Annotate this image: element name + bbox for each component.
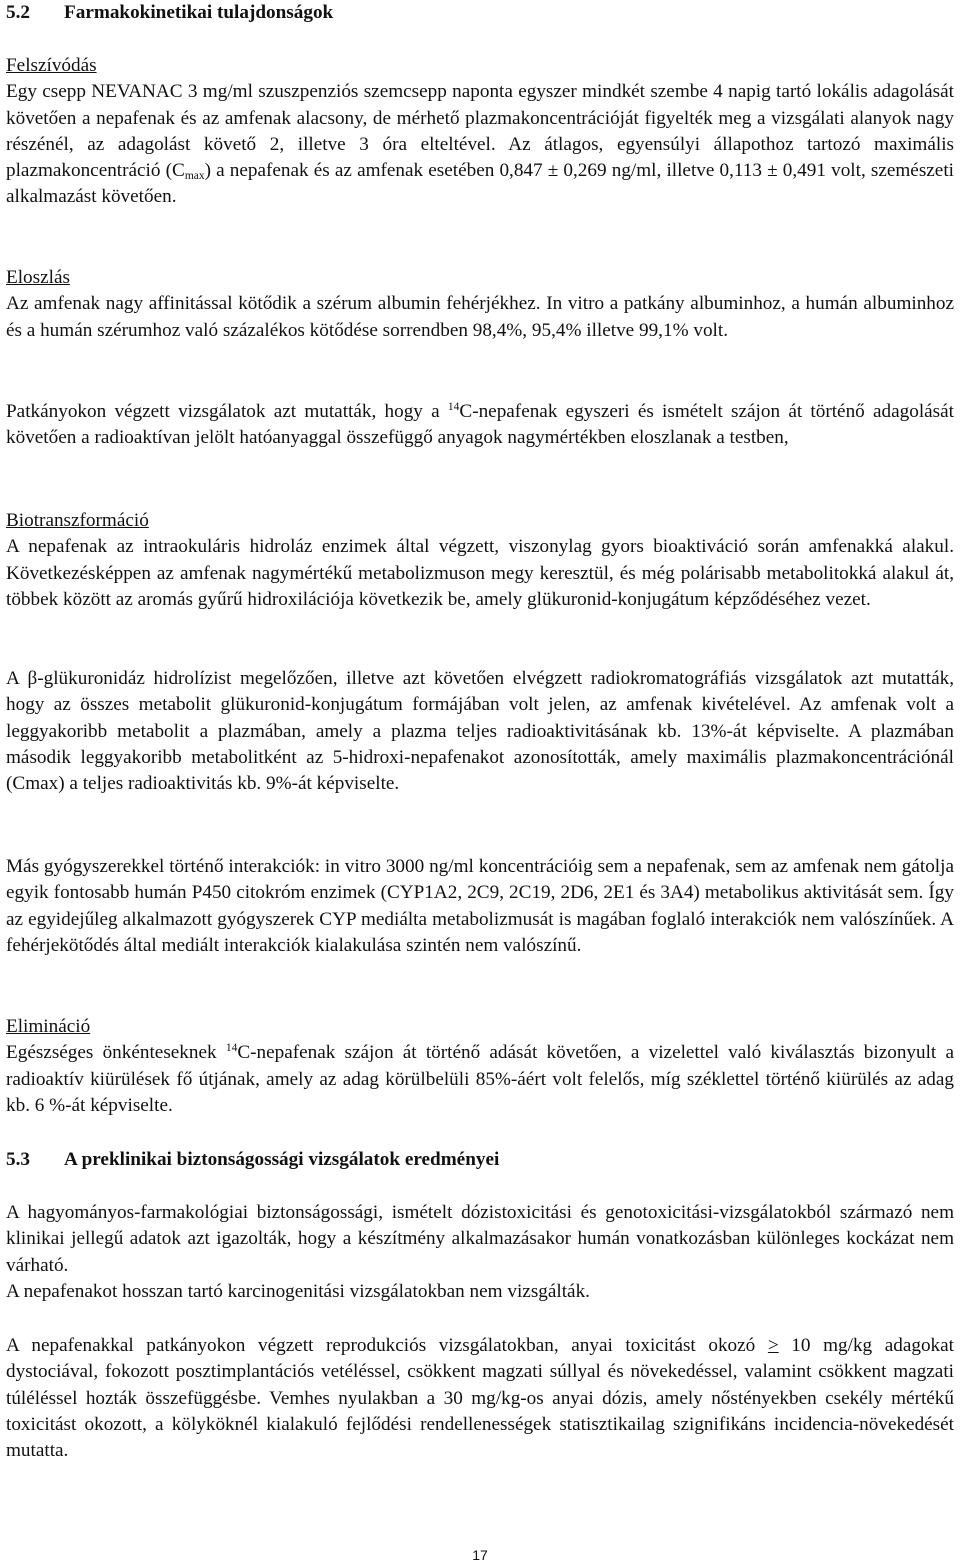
absorption-subtitle: Felszívódás bbox=[6, 55, 97, 76]
preclinical-paragraph-1: A hagyományos-farmakológiai biztonságossági, ismételt dózistoxicitási és genotoxicitási-vizsgálatokból származó nem klinikai jellegű adatok azt igazolták, hogy a készítmény alkalmazásakor humán vonatkozásban különleges kockázat nem várható. bbox=[6, 1202, 954, 1276]
interaction-block bbox=[6, 854, 954, 959]
absorption-text-b: ) a nepafenak és az amfenak esetében 0,847 ± 0,269 ng/ml, illetve 0,113 ± 0,491 volt, szemészeti alkalmazást követően. bbox=[6, 160, 954, 208]
beta-block bbox=[6, 666, 954, 797]
preclinical-block-2 bbox=[6, 1333, 954, 1464]
reproduction-text-a: A nepafenakkal patkányokon végzett reprodukciós vizsgálatokban, anyai toxicitást okozó bbox=[6, 1335, 768, 1356]
distribution-subtitle: Eloszlás bbox=[6, 267, 70, 288]
biotransformation-paragraph: A nepafenak az intraokuláris hidroláz enzimek által végzett, viszonylag gyors bioaktiváció során amfenakká alakul. Következésképpen az amfenak nagymértékű metabolizmuson megy keresztül, és még polárisabb metabolitokká alakul át, többek között az aromás gyűrű hidroxilációja következik be, amely glükuronid-konjugátum képződéséhez vezet. bbox=[6, 536, 954, 610]
biotransformation-block bbox=[6, 508, 954, 613]
distribution-block bbox=[6, 265, 954, 344]
page-number: 17 bbox=[472, 1547, 488, 1563]
interaction-paragraph: Más gyógyszerekkel történő interakciók: in vitro 3000 ng/ml koncentrációig sem a nepafenak, sem az amfenak nem gátolja egyik fontosabb humán P450 citokróm enzimek (CYP1A2, 2C9, 2C19, 2D6, 2E1 és 3A4) metabolikus aktivitását sem. Így az egyidejűleg alkalmazott gyógyszerek CYP mediálta metabolizmusát is magában foglaló interakciók nem valószínűek. A fehérjekötődés által mediált interakciók kialakulása szintén nem valószínű. bbox=[6, 856, 954, 956]
distribution-rat-block bbox=[6, 399, 954, 452]
elimination-text-b: C-nepafenak szájon át történő adását követően, a vizelettel való kiválasztás bizonyult a radioaktív kiürülések fő útjának, amely az adag körülbelüli 85%-áért volt felelős, míg széklettel történő kiürülés az adag kb. 6 %-át képviselte. bbox=[6, 1042, 954, 1116]
beta-glucuronidase-paragraph: A β-glükuronidáz hidrolízist megelőzően, illetve azt követően elvégzett radiokromatográfiás vizsgálatok azt mutatták, hogy az összes metabolit glükuronid-konjugátum formájában volt jelen, az amfenak kivételével. Az amfenak volt a leggyakoribb metabolit a plazmában, amely a plazma teljes radioaktivitásának kb. 13%-át képviselte. A plazmában második leggyakoribb metabolitként az 5-hidroxi-nepafenakot azonosították, amely maximális plazmakoncentrációnál (Cmax) a teljes radioaktivitás kb. 9%-át képviselte. bbox=[6, 668, 954, 795]
elimination-subtitle: Elimináció bbox=[6, 1016, 91, 1037]
preclinical-block-1 bbox=[6, 1200, 954, 1305]
absorption-text-a: Egy csepp NEVANAC 3 mg/ml szuszpenziós szemcsepp naponta egyszer mindkét szembe 4 napig tartó lokális adagolását követően a nepafenak és az amfenak alacsony, de mérhető plazmakoncentrációját figyelték meg a vizsgálati alanyok nagy részénél, az adagolást követő 2, illetve 3 óra elteltével. Az átlagos, egyensúlyi állapothoz tartozó maximális plazmakoncentráció (C bbox=[6, 81, 954, 182]
preclinical-paragraph-3 bbox=[6, 1333, 954, 1464]
elimination-text-a: Egészséges önkénteseknek bbox=[6, 1042, 226, 1064]
absorption-paragraph bbox=[6, 79, 954, 210]
preclinical-paragraph-2: A nepafenakot hosszan tartó karcinogenitási vizsgálatokban nem vizsgálták. bbox=[6, 1280, 590, 1302]
elimination-block bbox=[6, 1014, 954, 1119]
biotransformation-subtitle: Biotranszformáció bbox=[6, 510, 149, 531]
greater-equal-symbol: > bbox=[767, 1335, 779, 1356]
section-number: 5.3 bbox=[6, 1149, 30, 1170]
rat-text-a: Patkányokon végzett vizsgálatok azt mutatták, hogy a bbox=[6, 401, 448, 422]
elimination-paragraph bbox=[6, 1040, 954, 1119]
isotope-superscript: 14 bbox=[447, 401, 460, 413]
section-title: A preklinikai biztonságossági vizsgálatok eredményei bbox=[64, 1149, 500, 1170]
absorption-block bbox=[6, 53, 954, 211]
reproduction-text-b: 10 mg/kg adagokat dystociával, fokozott posztimplantációs vetéléssel, csökkent magzati súllyal és növekedéssel, valamint csökkent magzati túléléssel hozták összefüggésbe. Vemhes nyulakban a 30 mg/kg-os anyai dózis, amely nőstényekben csekély mértékű toxicitást okozott, a kölyköknél kialakuló fejlődési rendellenességek statisztikailag szignifikáns incidencia-növekedését mutatta. bbox=[6, 1335, 954, 1462]
cmax-subscript: max bbox=[184, 170, 205, 183]
isotope-superscript: 14 bbox=[225, 1042, 238, 1055]
section-number: 5.2 bbox=[6, 2, 30, 23]
section-heading-5-3 bbox=[6, 1147, 499, 1173]
section-title: Farmakokinetikai tulajdonságok bbox=[64, 2, 334, 23]
distribution-paragraph: Az amfenak nagy affinitással kötődik a szérum albumin fehérjékhez. In vitro a patkány albuminhoz, a humán albuminhoz és a humán szérumhoz való százalékos kötődése sorrendben 98,4%, 95,4% illetve 99,1% volt. bbox=[6, 293, 954, 341]
distribution-rat-paragraph bbox=[6, 399, 954, 452]
section-heading-5-2 bbox=[6, 0, 333, 26]
rat-text-b: C-nepafenak egyszeri és ismételt szájon át történő adagolását követően a radioaktívan jelölt hatóanyaggal összefüggő anyagok nagymértékben eloszlanak a testben, bbox=[6, 401, 954, 449]
